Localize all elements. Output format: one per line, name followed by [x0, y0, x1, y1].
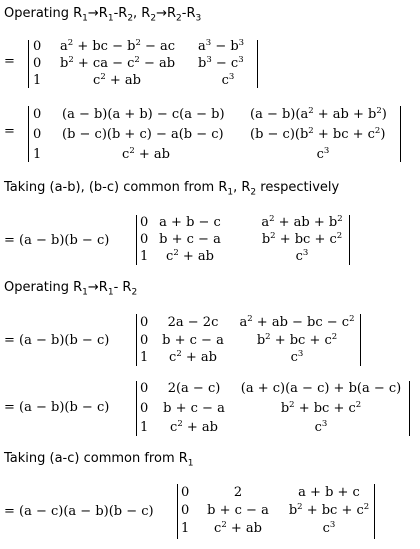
cell-r2c2: b + c − a — [207, 503, 269, 518]
det-right-bar — [400, 106, 401, 162]
cell-r3c1: 1 — [181, 521, 190, 536]
cell-r3c3: $c^3$ — [221, 72, 235, 88]
cell-r3c3: $c^3$ — [295, 248, 309, 264]
cell-r1c1: 0 — [181, 485, 190, 500]
cell-r2c2: b + c − a — [159, 232, 221, 247]
cell-r1c2: $a^2$ + bc − $b^2$ − ac — [60, 38, 176, 54]
det-left-bar — [136, 314, 137, 366]
equals-sign: = — [4, 124, 15, 139]
det-left-bar — [28, 106, 29, 162]
cell-r1c1: 0 — [140, 381, 149, 396]
cell-r2c1: 0 — [140, 333, 149, 348]
cell-r3c2: $c^2$ + ab — [170, 419, 218, 435]
cell-r2c2: (b − c)(b + c) − a(b − c) — [62, 127, 224, 142]
cell-r2c2: b + c − a — [163, 401, 225, 416]
cell-r2c1: 0 — [140, 232, 149, 247]
det-right-bar — [360, 314, 361, 366]
subscript: 1 — [82, 287, 88, 298]
heading-text: →R — [87, 6, 108, 21]
det-right-bar — [409, 381, 410, 436]
cell-r3c3: $c^3$ — [316, 146, 330, 162]
det-left-bar — [177, 484, 178, 539]
cell-r3c1: 1 — [33, 147, 42, 162]
cell-r3c2: $c^2$ + ab — [122, 146, 170, 162]
factor-prefix: = (a − b)(b − c) — [4, 333, 110, 348]
cell-r1c3: $a^2$ + ab − bc − $c^2$ — [239, 314, 355, 330]
cell-r1c2: 2 — [233, 485, 243, 500]
cell-r1c1: 0 — [33, 107, 42, 122]
cell-r2c3: $b^2$ + bc + $c^2$ — [288, 502, 370, 518]
cell-r1c2: a + b − c — [159, 215, 221, 230]
cell-r2c2: $b^2$ + ca − $c^2$ − ab — [60, 55, 176, 71]
subscript: 1 — [187, 458, 194, 469]
cell-r3c1: 1 — [140, 249, 149, 264]
cell-r1c1: 0 — [140, 215, 149, 230]
det-right-bar — [349, 215, 350, 265]
subscript: 1 — [227, 187, 234, 198]
det-left-bar — [136, 215, 137, 265]
cell-r2c3: $b^3 - c^3$ — [198, 55, 244, 71]
subscript: 2 — [127, 13, 134, 24]
heading-text: , R — [233, 180, 251, 195]
step-heading-3 — [4, 280, 137, 298]
cell-r2c1: 0 — [33, 127, 42, 142]
subscript: 2 — [150, 13, 157, 24]
cell-r2c2: b + c − a — [162, 333, 224, 348]
cell-r1c3: $(a - b)(a^2$ + ab + $b^2$) — [250, 106, 387, 122]
heading-text: Taking (a-c) common from R — [4, 451, 188, 466]
cell-r2c3: $(b - c)(b^2$ + bc + $c^2$) — [250, 126, 386, 142]
det-right-bar — [257, 40, 258, 88]
cell-r1c2: 2a − 2c — [167, 315, 219, 330]
det-right-bar — [374, 484, 375, 539]
cell-r1c3: $a^3 - b^3$ — [198, 38, 245, 54]
cell-r2c1: 0 — [33, 56, 42, 71]
cell-r2c3: $b^2$ + bc + $c^2$ — [256, 332, 338, 348]
heading-text: →R — [156, 6, 177, 21]
cell-r3c2: $c^2$ + ab — [214, 520, 262, 536]
subscript: 2 — [131, 287, 138, 298]
heading-text: Operating R — [4, 6, 83, 21]
cell-r1c1: 0 — [140, 315, 149, 330]
cell-r3c3: $c^3$ — [322, 520, 336, 536]
factor-prefix: = (a − b)(b − c) — [4, 233, 110, 248]
det-left-bar — [136, 381, 137, 436]
cell-r2c3: $b^2$ + bc + $c^2$ — [280, 400, 362, 416]
heading-text: →R — [87, 280, 108, 295]
det-left-bar — [28, 40, 29, 88]
cell-r2c3: $b^2$ + bc + $c^2$ — [261, 231, 343, 247]
cell-r3c2: $c^2$ + ab — [169, 349, 217, 365]
equals-sign: = — [4, 54, 15, 69]
subscript: 2 — [250, 187, 257, 198]
cell-r3c2: $c^2$ + ab — [93, 72, 141, 88]
heading-text: - R — [113, 280, 132, 295]
heading-text: Operating R — [4, 280, 83, 295]
step-heading-2 — [4, 180, 339, 198]
cell-r3c2: $c^2$ + ab — [166, 248, 214, 264]
heading-text: respectively — [256, 180, 340, 195]
cell-r1c1: 0 — [33, 39, 42, 54]
subscript: 1 — [107, 13, 114, 24]
subscript: 1 — [107, 287, 114, 298]
subscript: 1 — [82, 13, 88, 24]
subscript: 2 — [176, 13, 182, 24]
heading-text: , R — [133, 6, 151, 21]
cell-r1c2: (a − b)(a + b) − c(a − b) — [62, 107, 225, 122]
step-heading-1 — [4, 6, 201, 24]
cell-r3c1: 1 — [140, 350, 149, 365]
factor-prefix: = (a − c)(a − b)(b − c) — [4, 504, 154, 519]
subscript: 3 — [195, 13, 202, 24]
cell-r2c1: 0 — [181, 503, 190, 518]
step-heading-4 — [4, 451, 194, 469]
cell-r3c1: 1 — [33, 73, 42, 88]
heading-text: Taking (a-b), (b-c) common from R — [4, 180, 228, 195]
heading-text: -R — [181, 6, 196, 21]
cell-r1c3: a + b + c — [298, 485, 360, 500]
cell-r2c1: 0 — [140, 401, 149, 416]
factor-prefix: = (a − b)(b − c) — [4, 400, 110, 415]
cell-r1c3: (a + c)(a − c) + b(a − c) — [240, 381, 402, 396]
cell-r3c3: $c^3$ — [290, 349, 304, 365]
heading-text: -R — [113, 6, 128, 21]
cell-r3c3: $c^3$ — [314, 419, 328, 435]
cell-r1c3: $a^2$ + ab + $b^2$ — [261, 214, 343, 230]
cell-r3c1: 1 — [140, 420, 149, 435]
cell-r1c2: 2(a − c) — [167, 381, 221, 396]
